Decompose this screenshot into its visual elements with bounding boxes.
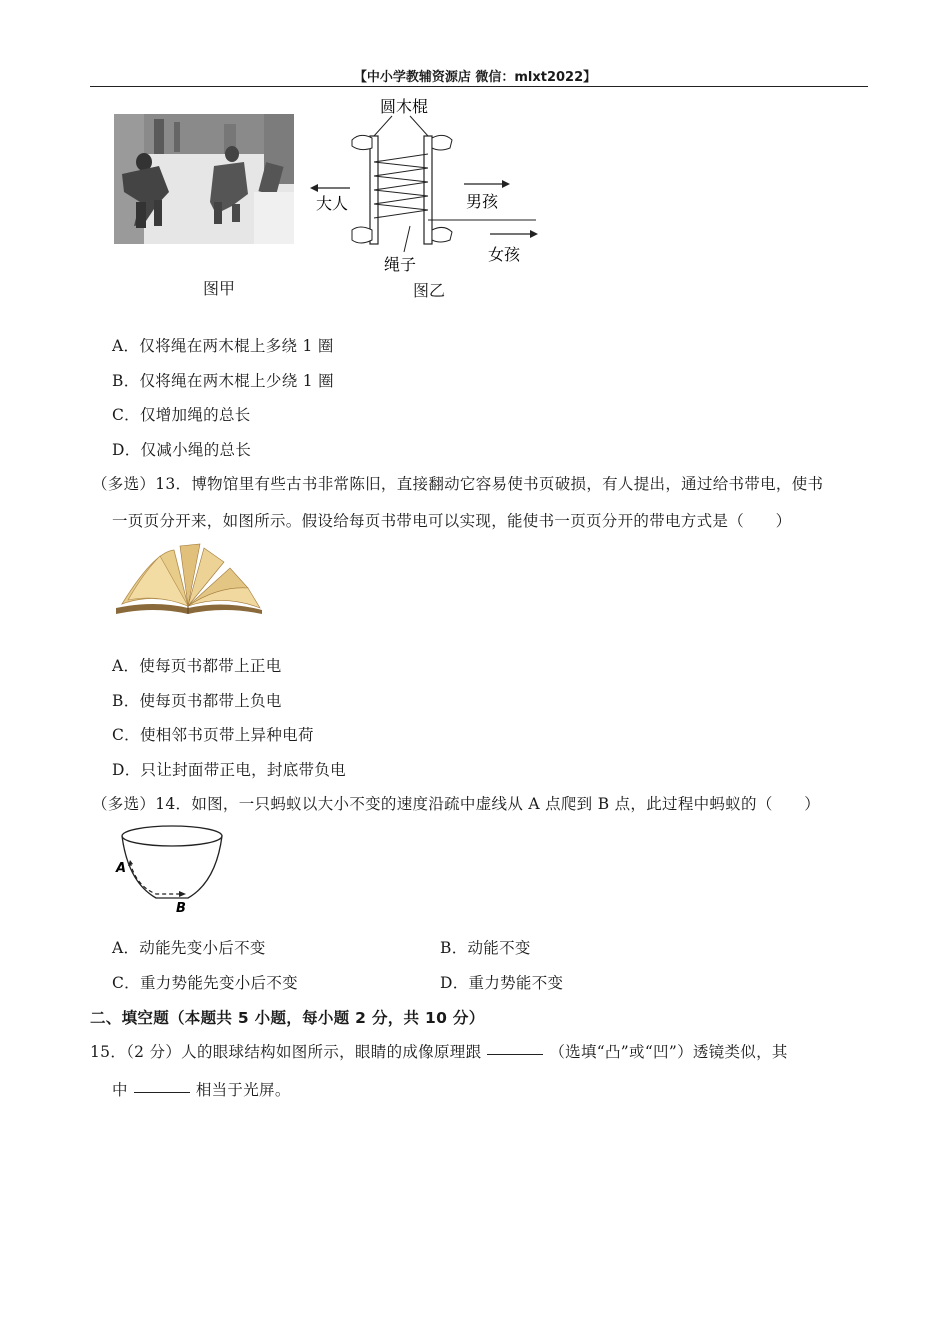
caption-yi: 图乙 [413,281,446,300]
q13-stem-line1: （多选）13．博物馆里有些古书非常陈旧，直接翻动它容易使书页破损，有人提出，通过给书带电，使书 [92,475,824,493]
q14-option-d: D．重力势能不变 [440,974,564,992]
q14-option-a: A．动能先变小后不变 [112,939,266,957]
section-2-title: 二、填空题（本题共 5 小题，每小题 2 分，共 10 分） [90,1009,485,1027]
open-book-image [114,542,264,616]
q15-text-1: 15．（2 分）人的眼球结构如图所示，眼睛的成像原理跟 [90,1043,482,1061]
bowl-diagram [110,820,230,916]
header-divider [90,86,868,87]
q15-text-3: 中 [112,1081,128,1099]
q12-option-d: D．仅减小绳的总长 [112,441,252,459]
q14-option-b: B．动能不变 [440,939,531,957]
label-sticks: 圆木棍 [380,97,429,116]
caption-jia: 图甲 [203,279,236,298]
q14-stem: （多选）14．如图，一只蚂蚁以大小不变的速度沿疏中虚线从 A 点爬到 B 点，此过程中蚂蚁的（ ） [92,795,821,813]
q15-blank-2[interactable] [134,1091,190,1093]
label-adult: 大人 [316,194,349,213]
q13-stem-line2: 一页页分开来，如图所示。假设给每页书带电可以实现，能使书一页页分开的带电方式是（ ） [112,512,792,530]
q13-option-b: B．使每页书都带上负电 [112,692,282,710]
q14-option-c: C．重力势能先变小后不变 [112,974,298,992]
q12-option-b: B．仅将绳在两木棍上少绕 1 圈 [112,372,334,390]
figure-yi-diagram [300,92,560,302]
q15-text-2: （选填“凸”或“凹”）透镜类似，其 [549,1043,788,1061]
q12-option-a: A．仅将绳在两木棍上多绕 1 圈 [112,337,334,355]
q15-line1 [90,1040,788,1062]
label-rope: 绳子 [384,255,417,274]
label-boy: 男孩 [466,192,499,211]
q13-option-a: A．使每页书都带上正电 [112,657,282,675]
q15-blank-1[interactable] [487,1053,543,1055]
label-girl: 女孩 [488,245,521,264]
label-point-b: B [176,901,186,916]
label-point-a: A [116,861,127,876]
q15-line2 [112,1078,291,1100]
q12-option-c: C．仅增加绳的总长 [112,406,251,424]
figure-jia-photo [114,114,294,244]
page-header: 【中小学教辅资源店 微信：mlxt2022】 [353,70,597,85]
q13-option-c: C．使相邻书页带上异种电荷 [112,726,314,744]
q15-text-4: 相当于光屏。 [195,1081,291,1099]
q13-option-d: D．只让封面带正电，封底带负电 [112,761,346,779]
